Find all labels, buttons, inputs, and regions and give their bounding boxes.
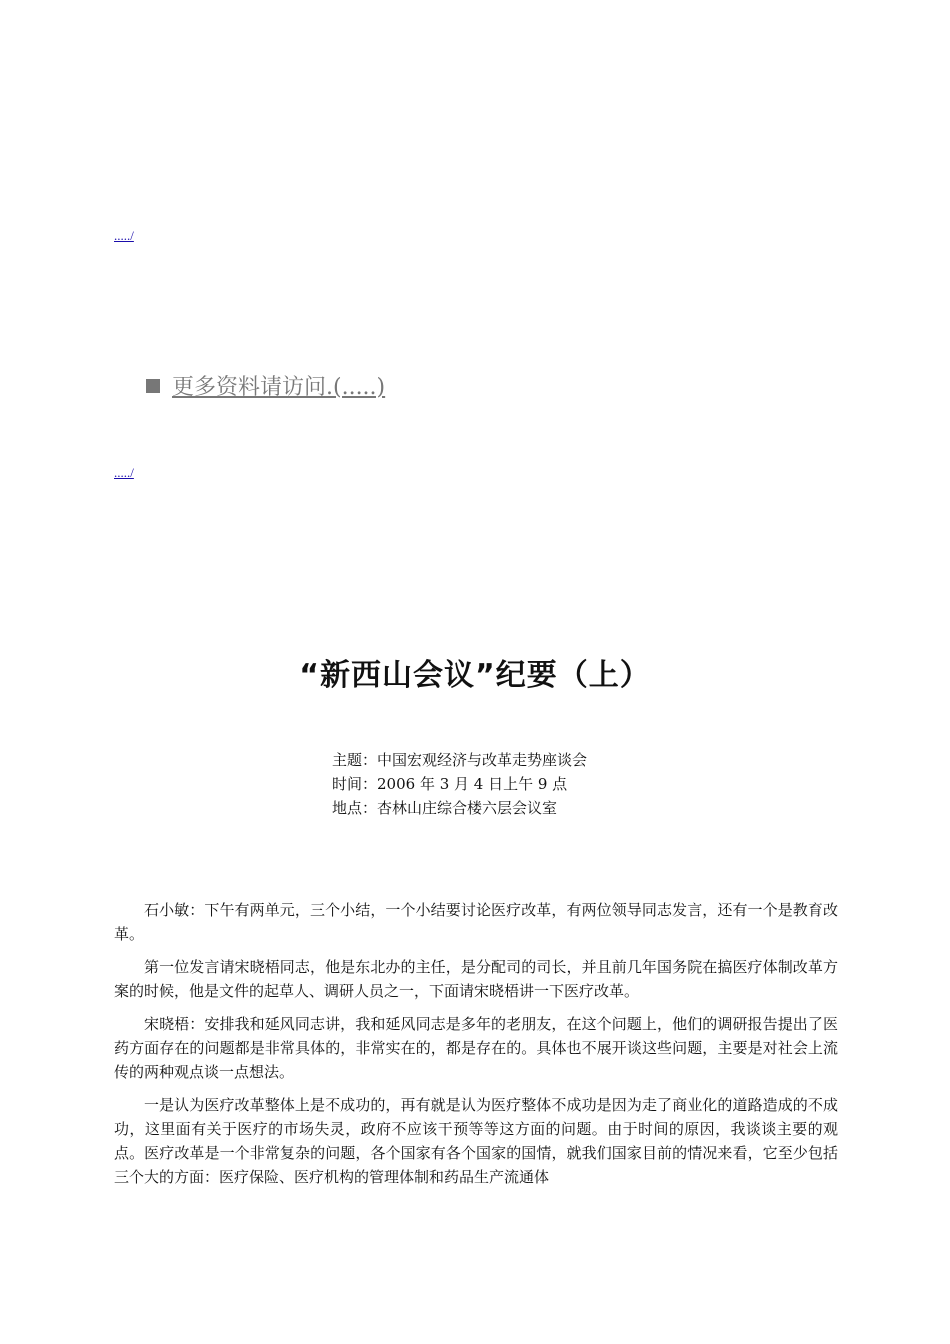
meta-topic: 主题：中国宏观经济与改革走势座谈会 (332, 751, 588, 769)
meta-place: 地点：杏林山庄综合楼六层会议室 (332, 799, 558, 817)
more-info-link[interactable]: 更多资料请访问.(.....) (172, 375, 386, 400)
square-bullet-icon (146, 379, 160, 393)
paragraph: 一是认为医疗改革整体上是不成功的，再有就是认为医疗整体不成功是因为走了商业化的道路造成的不成功，这里面有关于医疗的市场失灵，政府不应该干预等等这方面的问题。由于时间的原因，我谈谈主要的观点。医疗改革是一个非常复杂的问题，各个国家有各个国家的国情，就我们国家目前的情况来看，它至少包括三个大的方面：医疗保险、医疗机构的管理体制和药品生产流通体 (114, 1096, 838, 1186)
paragraph: 宋晓梧：安排我和延风同志讲，我和延风同志是多年的老朋友，在这个问题上，他们的调研报告提出了医药方面存在的问题都是非常具体的，非常实在的，都是存在的。具体也不展开谈这些问题，主要是对社会上流传的两种观点谈一点想法。 (114, 1015, 838, 1081)
more-info-line (146, 370, 385, 401)
paragraph: 第一位发言请宋晓梧同志，他是东北办的主任，是分配司的司长，并且前几年国务院在搞医疗体制改革方案的时候，他是文件的起草人、调研人员之一，下面请宋晓梧讲一下医疗改革。 (114, 958, 838, 1000)
paragraph: 石小敏：下午有两单元，三个小结，一个小结要讨论医疗改革，有两位领导同志发言，还有一个是教育改革。 (114, 901, 838, 943)
meta-time: 时间：2006 年 3 月 4 日上午 9 点 (332, 775, 568, 793)
mid-link[interactable]: ...../ (114, 465, 134, 480)
document-body (114, 898, 838, 1198)
meeting-meta (332, 748, 587, 820)
document-title: “新西山会议”纪要（上） (299, 658, 651, 693)
top-link[interactable]: ...../ (114, 228, 134, 243)
